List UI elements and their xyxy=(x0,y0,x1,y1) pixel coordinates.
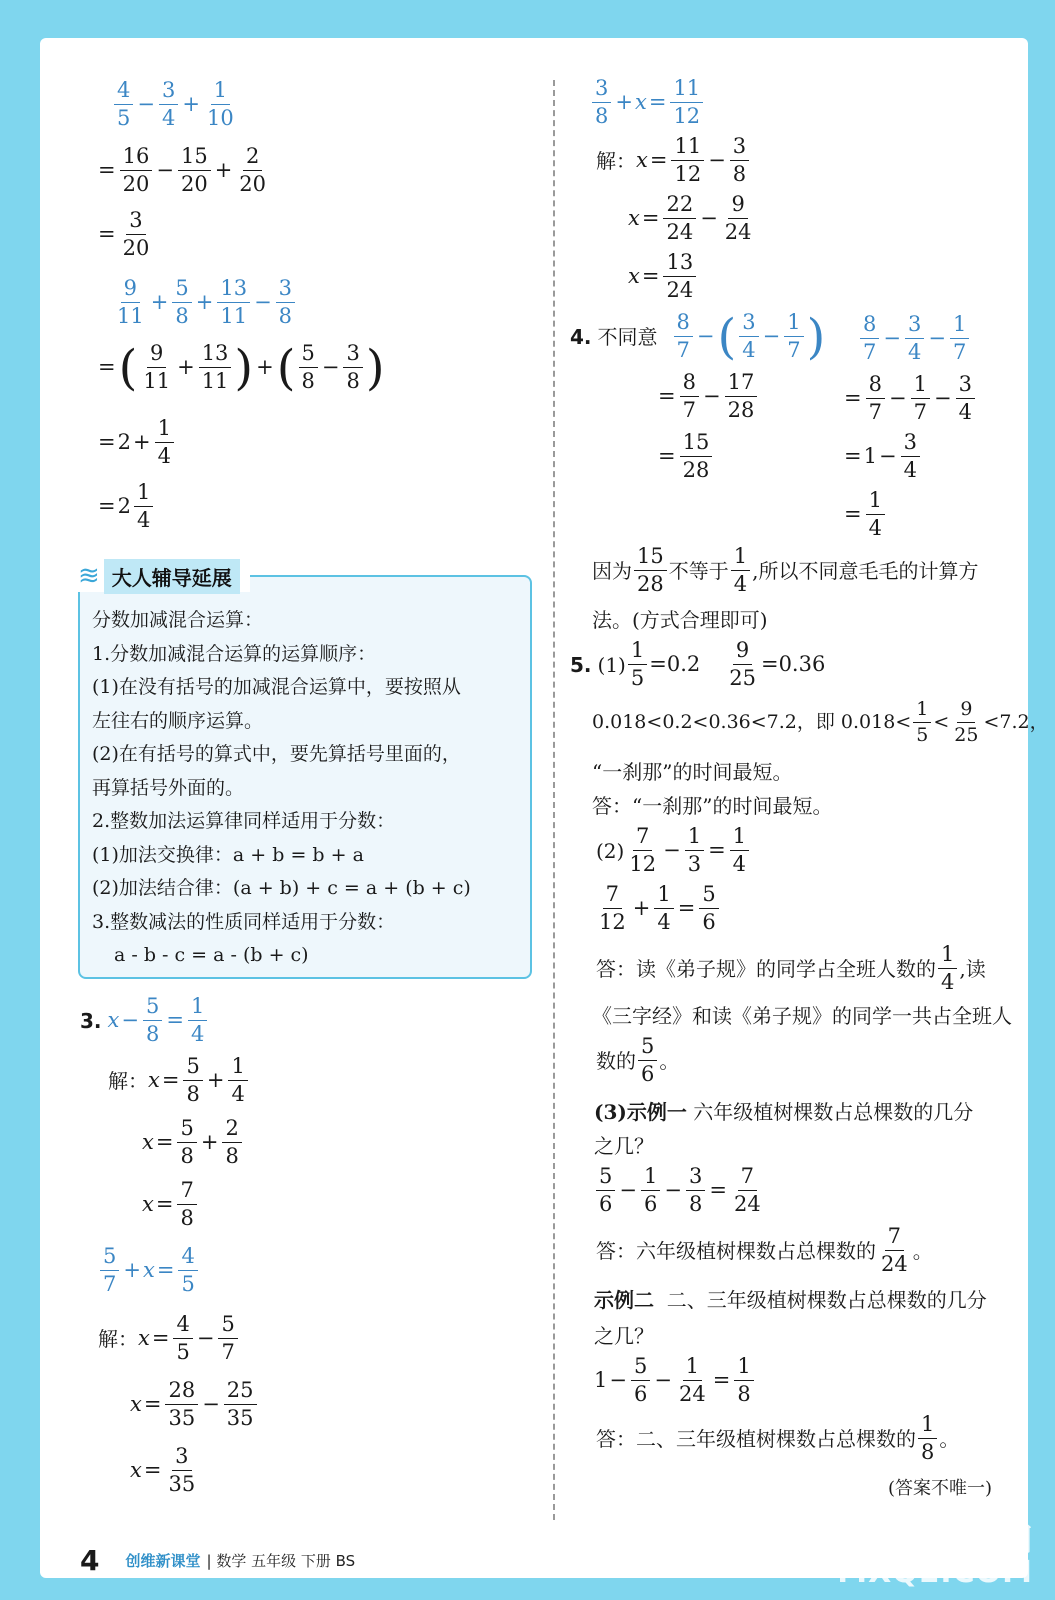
watermark-logo: 答案圈 MXQE.COM xyxy=(837,1523,1033,1590)
q5-part3-eq1: $\frac{5}{6}$ − $\frac{1}{6}$ − $\frac{3}{8}$ = $\frac{7}{24}$ xyxy=(594,1166,766,1215)
q5-part2-answer-line1: 答：读《弟子规》的同学占全班人数的 $\frac{1}{4}$ ,读 xyxy=(596,942,986,994)
q3b-step3: x = $\frac{3}{35}$ xyxy=(130,1444,196,1496)
q5-part3-example1-q1: (3)示例一 六年级植树棵数占总棵数的几分 xyxy=(594,1100,974,1124)
box-line: (1)在没有括号的加减混合运算中，要按照从 xyxy=(92,676,461,698)
brand-name: 创维新课堂 xyxy=(125,1552,201,1570)
q3c-step2: x = $\frac{22}{24}$ − $\frac{9}{24}$ xyxy=(628,192,752,244)
q4-equation-a: 4. 不同意 $\frac{8}{7}$ − ( $\frac{3}{4}$ − $\frac{1}{7}$ ) xyxy=(570,308,826,365)
q3-equation-a: 3. x − $\frac{5}{8}$ = $\frac{1}{4}$ xyxy=(80,996,209,1045)
eq2-step1: = ( $\frac{9}{11}$ + $\frac{13}{11}$ ) + ( $\frac{5}{8}$ − $\frac{3}{8}$ ) xyxy=(98,339,385,396)
q5-comparison: 0.018<0.2<0.36<7.2，即 0.018< $\frac{1}{5}$ < $\frac{9}{25}$ <7.2， xyxy=(592,698,1049,746)
page-number: 4 xyxy=(80,1544,100,1577)
q3a-step3: x = $\frac{7}{8}$ xyxy=(142,1180,199,1229)
q4b-step3: = $\frac{1}{4}$ xyxy=(842,490,887,539)
q5-part3-answer2: 答：二、三年级植树棵数占总棵数的 $\frac{1}{8}$ 。 xyxy=(596,1412,960,1464)
q5-part3-answer1: 答：六年级植树棵数占总棵数的 $\frac{7}{24}$ 。 xyxy=(596,1224,933,1276)
eq1-step2: = $\frac{3}{20}$ xyxy=(98,208,150,260)
eq2: $\frac{9}{11}$ + $\frac{5}{8}$ + $\frac{13}{11}$ − $\frac{3}{8}$ xyxy=(112,278,297,327)
q3a-step2: x = $\frac{5}{8}$ + $\frac{2}{8}$ xyxy=(142,1118,244,1167)
page-footer xyxy=(80,1544,355,1577)
q3c-step3: x = $\frac{13}{24}$ xyxy=(628,252,698,301)
box-line: 左往右的顺序运算。 xyxy=(92,709,264,732)
q5-part1-values: 5. (1) $\frac{1}{5}$ =0.2 $\frac{9}{25}$ =0.36 xyxy=(570,638,826,690)
box-line: a - b - c = a - (b + c) xyxy=(114,944,309,966)
eq2-step3: = 2 $\frac{1}{4}$ xyxy=(96,482,155,531)
box-line: 1.分数加减混合运算的运算顺序： xyxy=(92,642,377,665)
q3c-step1: 解： x = $\frac{11}{12}$ − $\frac{3}{8}$ xyxy=(596,136,751,185)
q5-part2-answer-line2: 《三字经》和读《弟子规》的同学一共占全班人 xyxy=(592,1004,1012,1028)
q4-explanation-line2: 法。(方式合理即可) xyxy=(592,608,768,632)
column-divider xyxy=(553,80,555,1520)
eq1-step1: = $\frac{16}{20}$ − $\frac{15}{20}$ + $\frac{2}{20}$ xyxy=(98,144,267,196)
box-line: (2)加法结合律：(a + b) + c = a + (b + c) xyxy=(92,877,471,899)
q3-equation-b: $\frac{5}{7}$ + x = $\frac{4}{5}$ xyxy=(98,1246,200,1295)
q5-part3-example1-q2: 之几？ xyxy=(594,1134,654,1158)
q5-part3-example2-q1: 示例二 二、三年级植树棵数占总棵数的几分 xyxy=(594,1288,987,1312)
q3a-step1: 解： x = $\frac{5}{8}$ + $\frac{1}{4}$ xyxy=(108,1056,250,1105)
q4b-step2: = 1 − $\frac{3}{4}$ xyxy=(842,432,922,481)
guidance-box-title: ≋ 大人辅导延展 xyxy=(78,560,250,592)
q4b-step1: = $\frac{8}{7}$ − $\frac{1}{7}$ − $\frac{3}{4}$ xyxy=(842,374,977,423)
q5-part2-answer-line3: 数的 $\frac{5}{6}$ 。 xyxy=(596,1034,680,1086)
box-line: (2)在有括号的算式中，要先算括号里面的， xyxy=(92,743,461,765)
q3b-step1: 解： x = $\frac{4}{5}$ − $\frac{5}{7}$ xyxy=(98,1314,240,1363)
eq1: $\frac{4}{5}$ − $\frac{3}{4}$ + $\frac{1}{10}$ xyxy=(112,80,239,129)
box-line: 分数加减混合运算： xyxy=(92,609,264,631)
box-line: (1)加法交换律：a + b = b + a xyxy=(92,843,364,866)
q5-part2-eq2: $\frac{7}{12}$ + $\frac{1}{4}$ = $\frac{5}{6}$ xyxy=(594,884,721,933)
q4a-step1: = $\frac{8}{7}$ − $\frac{17}{28}$ xyxy=(656,372,759,421)
q5-part3-example2-q2: 之几？ xyxy=(594,1324,654,1348)
q4-explanation-line1: 因为 $\frac{15}{28}$ 不等于 $\frac{1}{4}$ ,所以不同意毛毛的计算方 xyxy=(592,544,979,596)
guidance-box-content xyxy=(92,604,522,973)
box-line: 再算括号外面的。 xyxy=(92,776,245,799)
box-line: 3.整数减法的性质同样适用于分数： xyxy=(92,910,396,933)
q5-conclusion: “一刹那”的时间最短。 xyxy=(592,760,793,784)
wave-icon: ≋ xyxy=(78,561,100,591)
q4-equation-b: $\frac{8}{7}$ − $\frac{3}{4}$ − $\frac{1}{7}$ xyxy=(858,314,971,363)
q5-answer-1: 答：“一刹那”的时间最短。 xyxy=(592,794,833,818)
q3b-step2: x = $\frac{28}{35}$ − $\frac{25}{35}$ xyxy=(130,1380,259,1429)
q4a-step2: = $\frac{15}{28}$ xyxy=(656,432,714,481)
q5-part2-eq1: (2) $\frac{7}{12}$ − $\frac{1}{3}$ = $\frac{1}{4}$ xyxy=(596,826,751,875)
q3-equation-c: $\frac{3}{8}$ + x = $\frac{11}{12}$ xyxy=(590,78,705,127)
answer-not-unique-note: (答案不唯一) xyxy=(888,1478,993,1499)
eq2-step2: = 2 + $\frac{1}{4}$ xyxy=(96,418,176,467)
box-line: 2.整数加法运算律同样适用于分数： xyxy=(92,810,396,832)
q5-part3-eq2: 1 − $\frac{5}{6}$ − $\frac{1}{24}$ = $\frac{1}{8}$ xyxy=(594,1356,756,1405)
book-info: | 数学 五年级 下册 BS xyxy=(206,1552,356,1570)
